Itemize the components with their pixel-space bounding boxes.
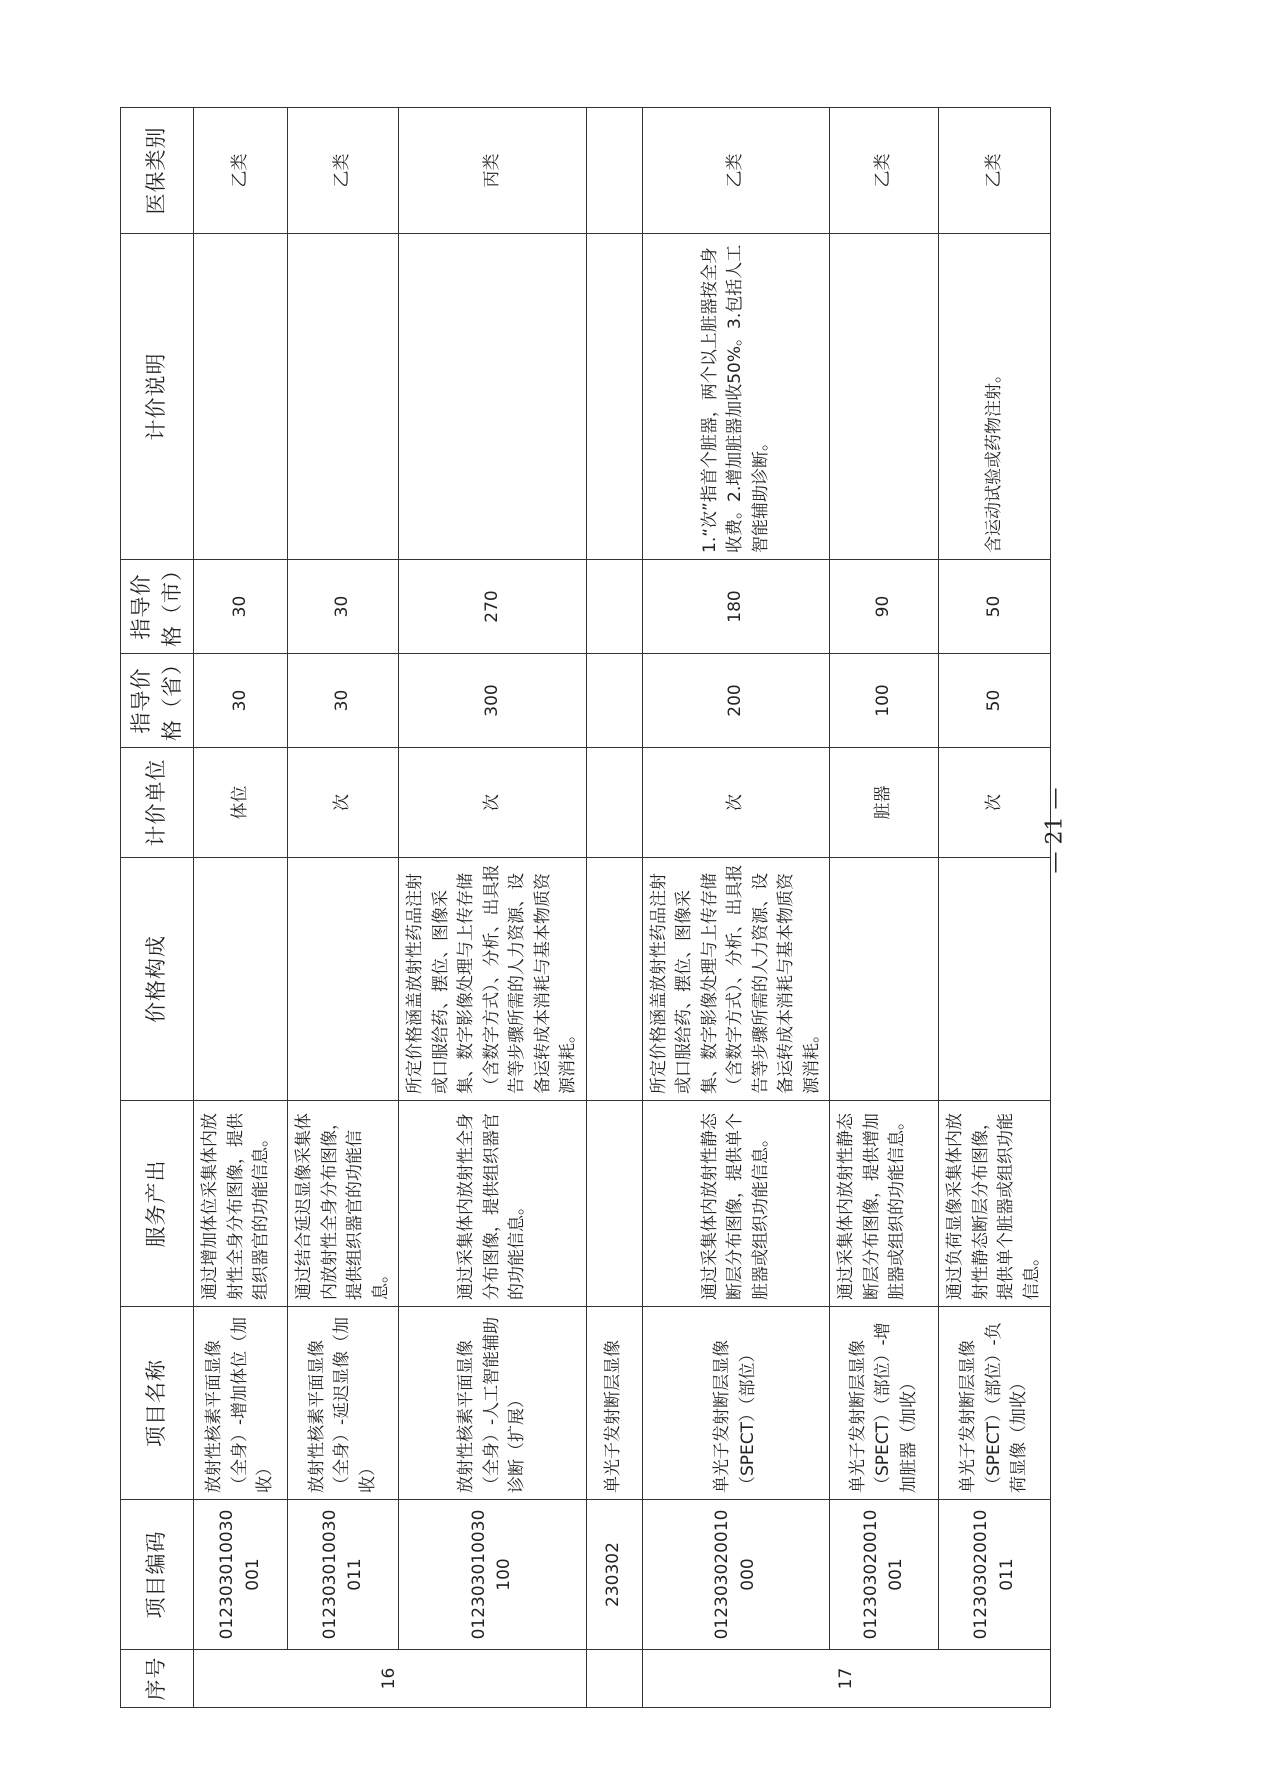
- cell-code: 230302: [586, 1500, 642, 1650]
- cell-note: [830, 234, 939, 560]
- cell-composition: [830, 858, 939, 1101]
- cell-insurance: 乙类: [288, 108, 399, 234]
- cell-price-city: 30: [194, 560, 288, 654]
- cell-composition: [288, 858, 399, 1101]
- cell-seq: [586, 1650, 642, 1708]
- cell-insurance: 乙类: [194, 108, 288, 234]
- cell-code: 012303010030001: [194, 1500, 288, 1650]
- cell-name: 单光子发射断层显像: [586, 1307, 642, 1500]
- cell-output: 通过结合延迟显像采集体内放射性全身分布图像，提供组织器官的功能信息。: [288, 1101, 399, 1307]
- header-name: 项目名称: [121, 1307, 194, 1500]
- cell-composition: 所定价格涵盖放射性药品注射或口服给药、摆位、图像采集、数字影像处理与上传存储（含数字方式）、分析、出具报告等步骤所需的人力资源、设备运转成本消耗与基本物质资源消耗。: [642, 858, 830, 1101]
- cell-composition: [586, 858, 642, 1101]
- cell-note: [288, 234, 399, 560]
- cell-code: 012303020010011: [939, 1500, 1051, 1650]
- cell-composition: [939, 858, 1051, 1101]
- cell-note: [194, 234, 288, 560]
- table-row: [586, 108, 642, 1708]
- cell-insurance: 丙类: [399, 108, 587, 234]
- cell-price-city: 50: [939, 560, 1051, 654]
- header-code: 项目编码: [121, 1500, 194, 1650]
- cell-unit: 体位: [194, 748, 288, 858]
- cell-output: 通过增加体位采集体内放射性全身分布图像，提供组织器官的功能信息。: [194, 1101, 288, 1307]
- cell-price-prov: 300: [399, 654, 587, 748]
- cell-price-prov: 30: [288, 654, 399, 748]
- cell-name: 单光子发射断层显像（SPECT）（部位）: [642, 1307, 830, 1500]
- cell-price-prov: 50: [939, 654, 1051, 748]
- cell-price-city: 90: [830, 560, 939, 654]
- header-row: [121, 108, 194, 1708]
- rotated-page: [120, 108, 1125, 1708]
- cell-price-city: 30: [288, 560, 399, 654]
- header-insurance: 医保类别: [121, 108, 194, 234]
- table-row: [194, 108, 288, 1708]
- cell-name: 放射性核素平面显像（全身）-人工智能辅助诊断（扩展）: [399, 1307, 587, 1500]
- cell-note: [586, 234, 642, 560]
- cell-unit: 脏器: [830, 748, 939, 858]
- header-price-city: 指导价格（市）: [121, 560, 194, 654]
- cell-price-city: [586, 560, 642, 654]
- table-row: [399, 108, 587, 1708]
- cell-note: 含运动试验或药物注射。: [939, 234, 1051, 560]
- cell-name: 单光子发射断层显像（SPECT）（部位）-负荷显像（加收）: [939, 1307, 1051, 1500]
- table-row: [939, 108, 1051, 1708]
- cell-price-prov: 100: [830, 654, 939, 748]
- cell-unit: 次: [288, 748, 399, 858]
- cell-seq: 17: [642, 1650, 1051, 1708]
- cell-unit: 次: [399, 748, 587, 858]
- cell-code: 012303010030100: [399, 1500, 587, 1650]
- cell-insurance: 乙类: [830, 108, 939, 234]
- cell-unit: 次: [642, 748, 830, 858]
- table-row: [288, 108, 399, 1708]
- cell-insurance: 乙类: [642, 108, 830, 234]
- cell-code: 012303020010000: [642, 1500, 830, 1650]
- cell-price-prov: 200: [642, 654, 830, 748]
- cell-price-city: 180: [642, 560, 830, 654]
- table-row: [830, 108, 939, 1708]
- table-container: [120, 108, 1125, 1708]
- cell-note: 1.“次”指首个脏器，两个以上脏器按全身收费。2.增加脏器加收50%。3.包括人工智能辅助诊断。: [642, 234, 830, 560]
- cell-code: 012303020010001: [830, 1500, 939, 1650]
- cell-price-city: 270: [399, 560, 587, 654]
- pricing-table: [120, 107, 1051, 1708]
- cell-name: 单光子发射断层显像（SPECT）（部位）-增加脏器（加收）: [830, 1307, 939, 1500]
- cell-output: 通过采集体内放射性静态断层分布图像，提供增加脏器或组织的功能信息。: [830, 1101, 939, 1307]
- cell-code: 012303010030011: [288, 1500, 399, 1650]
- header-composition: 价格构成: [121, 858, 194, 1101]
- page-number: — 21 —: [1042, 787, 1068, 873]
- header-unit: 计价单位: [121, 748, 194, 858]
- cell-output: 通过负荷显像采集体内放射性静态断层分布图像，提供单个脏器或组织功能信息。: [939, 1101, 1051, 1307]
- cell-unit: [586, 748, 642, 858]
- header-note: 计价说明: [121, 234, 194, 560]
- cell-output: [586, 1101, 642, 1307]
- cell-price-prov: [586, 654, 642, 748]
- table-row: [642, 108, 830, 1708]
- header-seq: 序号: [121, 1650, 194, 1708]
- cell-name: 放射性核素平面显像（全身）-增加体位（加收）: [194, 1307, 288, 1500]
- cell-output: 通过采集体内放射性全身分布图像，提供组织器官的功能信息。: [399, 1101, 587, 1307]
- cell-insurance: 乙类: [939, 108, 1051, 234]
- header-output: 服务产出: [121, 1101, 194, 1307]
- cell-seq: 16: [194, 1650, 587, 1708]
- page-number-container: [1035, 770, 1075, 890]
- cell-composition: 所定价格涵盖放射性药品注射或口服给药、摆位、图像采集、数字影像处理与上传存储（含数字方式）、分析、出具报告等步骤所需的人力资源、设备运转成本消耗与基本物质资源消耗。: [399, 858, 587, 1101]
- cell-composition: [194, 858, 288, 1101]
- cell-output: 通过采集体内放射性静态断层分布图像，提供单个脏器或组织功能信息。: [642, 1101, 830, 1307]
- cell-note: [399, 234, 587, 560]
- cell-name: 放射性核素平面显像（全身）-延迟显像（加收）: [288, 1307, 399, 1500]
- cell-insurance: [586, 108, 642, 234]
- header-price-prov: 指导价格（省）: [121, 654, 194, 748]
- cell-unit: 次: [939, 748, 1051, 858]
- cell-price-prov: 30: [194, 654, 288, 748]
